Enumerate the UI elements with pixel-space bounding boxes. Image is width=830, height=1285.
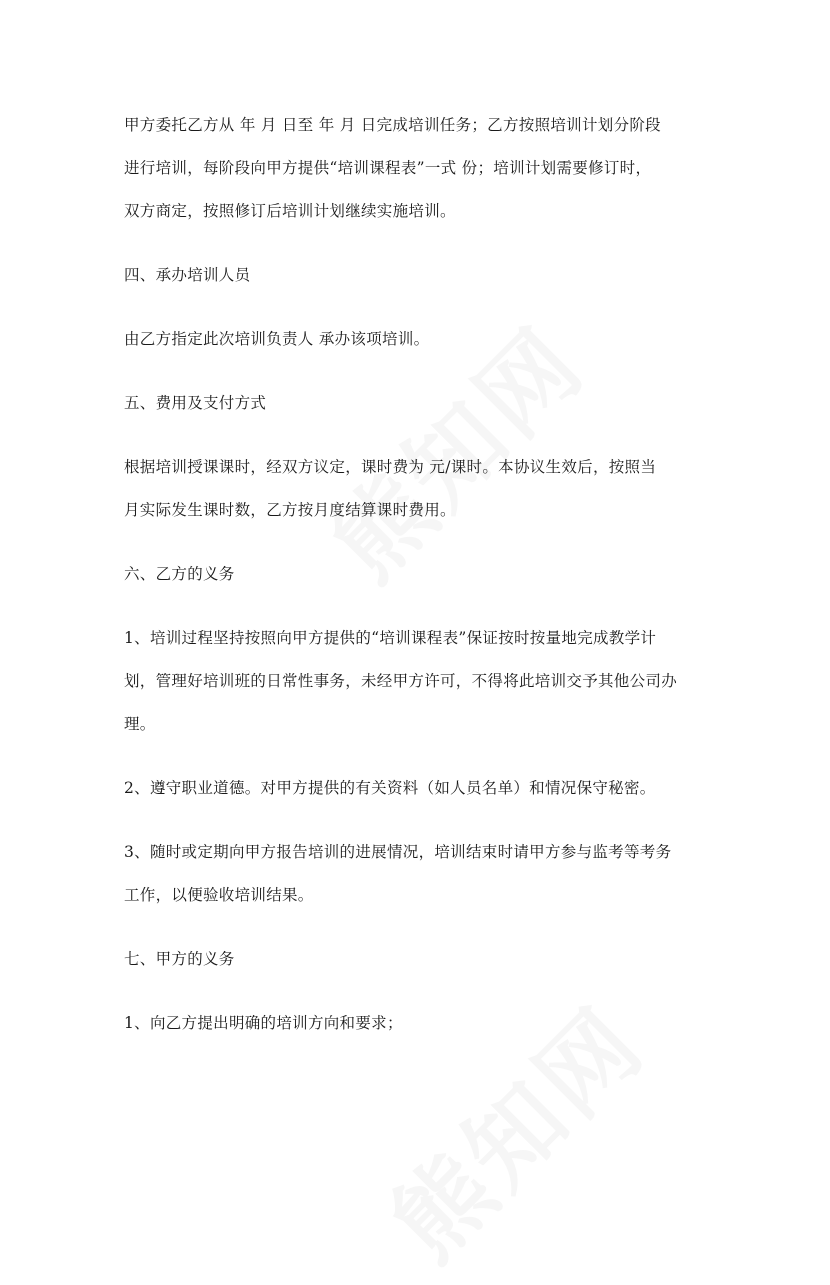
section-heading-7: 七、甲方的义务 (124, 950, 235, 968)
paragraph-line: 月实际发生课时数，乙方按月度结算课时费用。 (124, 501, 456, 519)
paragraph-line: 1、向乙方提出明确的培训方向和要求； (124, 1014, 403, 1032)
paragraph-line: 根据培训授课课时，经双方议定，课时费为 元/课时。本协议生效后，按照当 (124, 458, 657, 476)
paragraph-line: 理。 (124, 715, 156, 733)
section-heading-5: 五、费用及支付方式 (124, 394, 267, 412)
paragraph-obligation-a-1 (124, 1002, 724, 1045)
paragraph-line: 双方商定，按照修订后培训计划继续实施培训。 (124, 202, 456, 220)
paragraph-line: 1、培训过程坚持按照向甲方提供的“培训课程表”保证按时按量地完成教学计 (124, 629, 657, 647)
paragraph-line: 由乙方指定此次培训负责人 承办该项培训。 (124, 330, 430, 348)
paragraph-obligation-b-1 (124, 617, 724, 746)
paragraph-line: 3、随时或定期向甲方报告培训的进展情况，培训结束时请甲方参与监考等考务 (124, 843, 672, 861)
paragraph-obligation-b-3 (124, 831, 724, 917)
paragraph-line: 甲方委托乙方从 年 月 日至 年 月 日完成培训任务；乙方按照培训计划分阶段 (124, 116, 661, 134)
section-heading-6: 六、乙方的义务 (124, 565, 235, 583)
paragraph-training-staff (124, 318, 724, 361)
document-body (124, 104, 724, 1066)
paragraph-training-period (124, 104, 724, 233)
paragraph-line: 进行培训，每阶段向甲方提供“培训课程表”一式 份；培训计划需要修订时， (124, 159, 652, 177)
paragraph-line: 工作，以便验收培训结果。 (124, 886, 314, 904)
paragraph-line: 划，管理好培训班的日常性事务，未经甲方许可，不得将此培训交予其他公司办 (124, 672, 678, 690)
paragraph-fees (124, 446, 724, 532)
section-heading-4: 四、承办培训人员 (124, 266, 251, 284)
paragraph-line: 2、遵守职业道德。对甲方提供的有关资料（如人员名单）和情况保守秘密。 (124, 779, 656, 797)
paragraph-obligation-b-2 (124, 767, 724, 810)
